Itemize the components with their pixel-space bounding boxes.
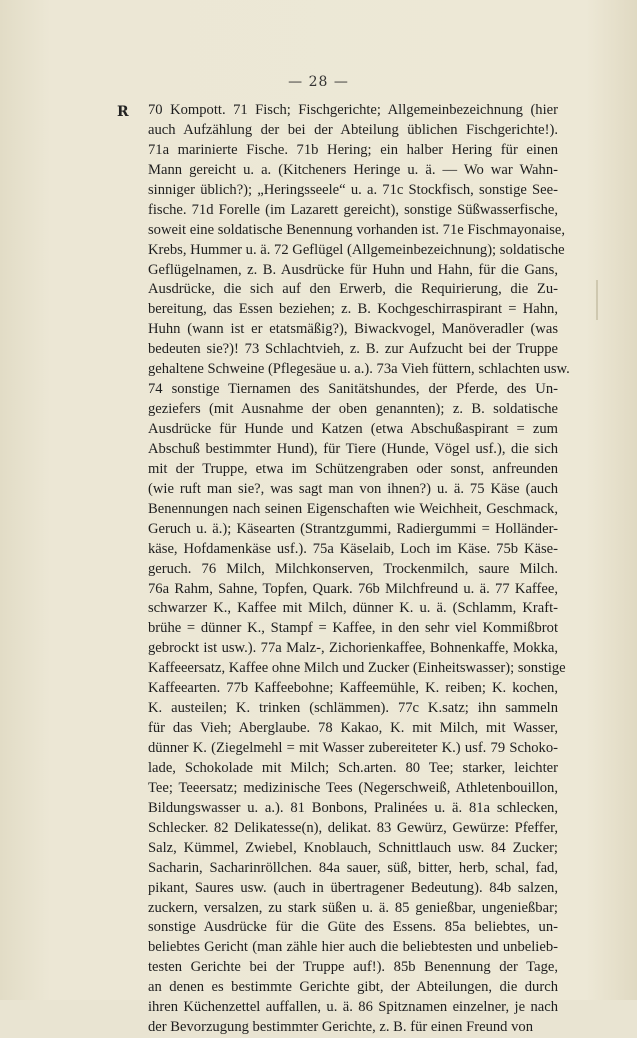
body-text	[148, 101, 570, 1038]
text-line: für das Vieh; Aberglaube. 78 Kakao, K. mit Milch, mit Wasser,	[148, 720, 558, 737]
text-line: mit der Truppe, etwa im Schützengraben oder sonst, anfreunden	[148, 460, 558, 477]
text-line: käse, Hofdamenkäse usf.). 75a Käselaib, Loch im Käse. 75b Käse-	[148, 540, 558, 557]
text-line: Sacharin, Sacharinröllchen. 84a sauer, süß, bitter, herb, schal, fad,	[148, 859, 558, 876]
text-line: fische. 71d Forelle (im Lazarett gereicht), sonstige Süßwasserfische,	[148, 201, 558, 218]
text-line: Kaffeeersatz, Kaffee ohne Milch und Zucker (Einheitswasser); sonstige	[148, 660, 566, 677]
text-line: testen Gerichte bei der Truppe auf!). 85b Benennung der Tage,	[148, 959, 558, 976]
text-line: ihren Küchenzettel auffallen, u. ä. 86 Spitznamen einzelner, je nach	[148, 999, 558, 1016]
text-line: (wie ruft man sie?, was sagt man von ihnen?) u. ä. 75 Käse (auch	[148, 480, 558, 497]
margin-letter: R	[117, 104, 129, 120]
text-line: Mann gereicht u. a. (Kitcheners Heringe u. ä. — Wo war Wahn-	[148, 161, 558, 178]
text-line: Geruch u. ä.); Käsearten (Strantzgummi, Radiergummi = Holländer-	[148, 520, 558, 537]
text-line: bedeuten sie?)! 73 Schlachtvieh, z. B. zur Aufzucht bei der Truppe	[148, 341, 558, 358]
text-line: 71a marinierte Fische. 71b Hering; ein halber Hering für einen	[148, 141, 558, 158]
text-line: soweit eine soldatische Benennung vorhanden ist. 71e Fischmayonaise,	[148, 221, 566, 238]
text-line: geziefers (mit Ausnahme der oben genannten); z. B. soldatische	[148, 401, 558, 418]
text-line: Schlecker. 82 Delikatesse(n), delikat. 83 Gewürz, Gewürze: Pfeffer,	[148, 819, 558, 836]
text-line: Kaffeearten. 77b Kaffeebohne; Kaffeemühle, K. reiben; K. kochen,	[148, 680, 558, 697]
text-line: Krebs, Hummer u. ä. 72 Geflügel (Allgemeinbezeichnung); soldatische	[148, 241, 565, 258]
text-line: gehaltene Schweine (Pflegesäue u. a.). 73a Vieh füttern, schlachten usw.	[148, 361, 570, 378]
page-number: — 28 —	[288, 74, 349, 90]
text-line: beliebtes Gericht (man zähle hier auch die beliebtesten und unbelieb-	[148, 939, 558, 956]
text-line: 74 sonstige Tiernamen des Sanitätshundes, der Pferde, des Un-	[148, 381, 558, 398]
text-line: dünner K. (Ziegelmehl = mit Wasser zubereiteter K.) usf. 79 Schoko-	[148, 740, 558, 756]
text-line: Abschuß bestimmter Hund), für Tiere (Hunde, Vögel usf.), die sich	[148, 440, 558, 457]
text-line: sinniger üblich?); „Heringsseele“ u. a. 71c Stockfisch, sonstige See-	[148, 181, 558, 198]
text-line: brühe = dünner K., Stampf = Kaffee, in den sehr viel Kommißbrot	[148, 620, 558, 637]
text-line: 76a Rahm, Sahne, Topfen, Quark. 76b Milchfreund u. ä. 77 Kaffee,	[148, 580, 558, 597]
text-line: Salz, Kümmel, Zwiebel, Knoblauch, Schnittlauch usw. 84 Zucker;	[148, 839, 558, 856]
text-line: zuckern, versalzen, zu stark süßen u. ä. 85 genießbar, ungenießbar;	[148, 899, 558, 916]
text-line: gebrockt ist usw.). 77a Malz-, Zichorienkaffee, Bohnenkaffe, Mokka,	[148, 640, 558, 657]
text-line: lade, Schokolade mit Milch; Sch.arten. 80 Tee; starker, leichter	[148, 759, 558, 776]
text-line: geruch. 76 Milch, Milchkonserven, Trockenmilch, saure Milch.	[148, 560, 558, 577]
text-line: Ausdrücke für Hunde und Katzen (etwa Abschußaspirant = zum	[148, 421, 558, 437]
text-line: K. austeilen; K. trinken (schlämmen). 77c K.satz; ihn sammeln	[148, 700, 558, 717]
text-line: Huhn (wann ist er etatsmäßig?), Biwackvogel, Manöveradler (was	[148, 321, 558, 338]
text-line: der Bevorzugung bestimmter Gerichte, z. B. für einen Freund von	[148, 1019, 534, 1036]
text-line: Tee; Teeersatz; medizinische Tees (Negerschweiß, Athletenbouillon,	[148, 779, 558, 796]
text-line: auch Aufzählung der bei der Abteilung üblichen Fischgerichte!).	[148, 121, 558, 138]
text-line: 70 Kompott. 71 Fisch; Fischgerichte; Allgemeinbezeichnung (hier	[148, 102, 558, 118]
text-line: bereitung, das Essen beziehen; z. B. Kochgeschirraspirant = Hahn,	[148, 301, 558, 318]
text-line: Geflügelnamen, z. B. Ausdrücke für Huhn und Hahn, für die Gans,	[148, 261, 558, 278]
text-line: Bildungswasser u. a.). 81 Bonbons, Pralinées u. ä. 81a schlecken,	[148, 799, 558, 816]
text-line: schwarzer K., Kaffee mit Milch, dünner K. u. ä. (Schlamm, Kraft-	[148, 600, 558, 617]
text-line: pikant, Saures usw. (auch in übertragener Bedeutung). 84b salzen,	[148, 879, 558, 896]
page-crease-mark	[596, 280, 598, 320]
text-line: sonstige Ausdrücke für die Güte des Essens. 85a beliebtes, un-	[148, 919, 558, 936]
text-line: Ausdrücke, die sich auf den Erwerb, die Requirierung, die Zu-	[148, 281, 558, 298]
text-line: Benennungen nach seinen Eigenschaften wie Weichheit, Geschmack,	[148, 500, 558, 517]
text-line: an denen es bestimmte Gerichte gibt, der Abteilungen, die durch	[148, 979, 558, 996]
